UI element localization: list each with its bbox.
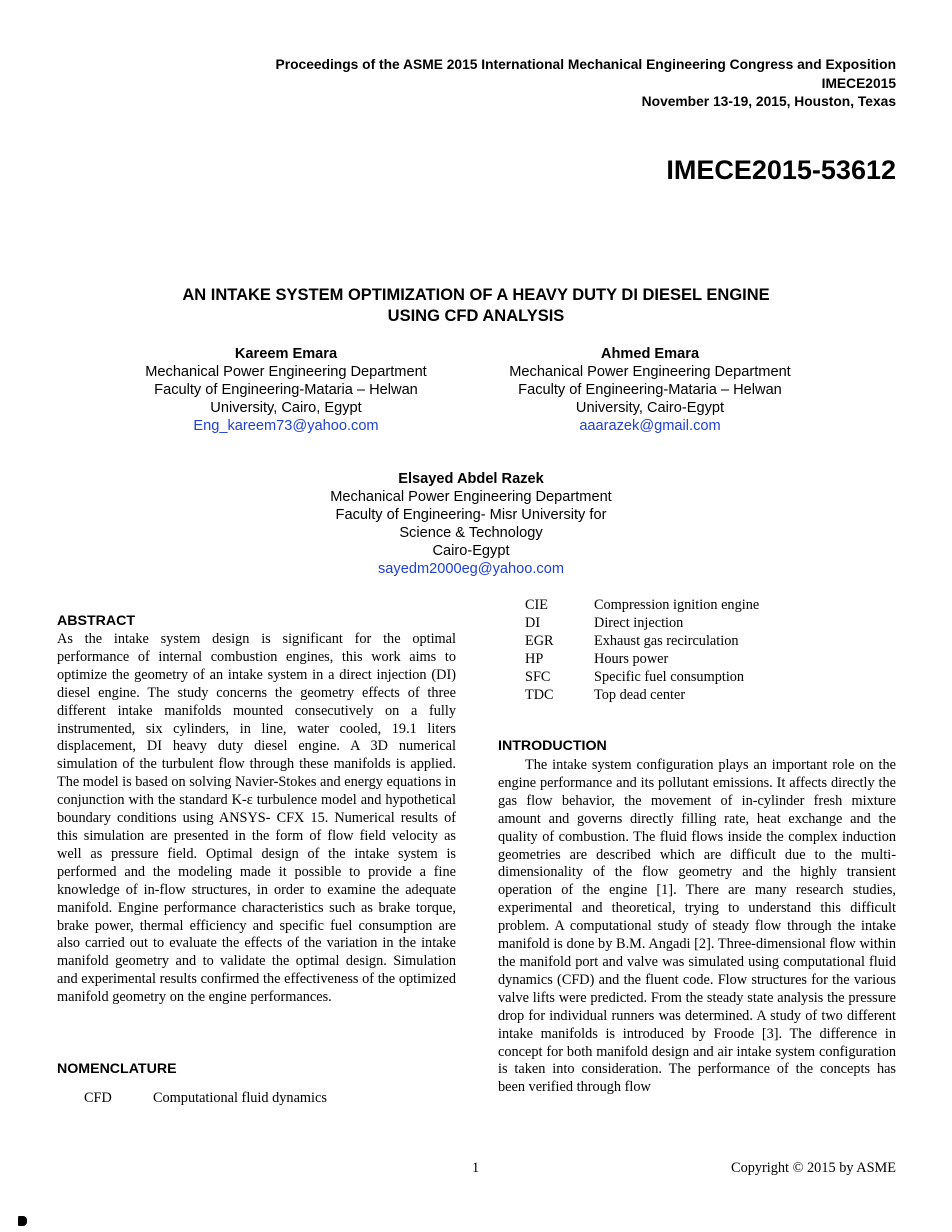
corner-marker-icon (18, 1216, 27, 1226)
author-name: Kareem Emara (234, 346, 338, 362)
abstract-text: As the intake system design is significant for the optimal performance of internal combustion engines, this work aims to optimize the geometry of an intake system in a direct injection (DI) diesel engine. The study concerns the geometry effects of three different intake manifolds mounted consecutively on a fully instrumented, six cylinders, in line, water cooled, 19.1 liters displacement, DI heavy duty diesel engine. A 3D numerical simulation of the turbulent flow through these manifolds is applied. The model is based on solving Navier-Stokes and energy equations in conjunction with the standard K-ε turbulence model and hypothetical boundary conditions using ANSYS- CFX 15. Numerical results of this simulation are presented in the form of flow field velocity as well as pressure field. Optimal design of the intake system is performed and the modeling made it possible to provide a fine knowledge of in-flow structures, in order to examine the adequate manifold. Engine performance characteristics such as brake torque, brake power, thermal efficiency and specific fuel consumption are also carried out to evaluate the effects of the variation in the intake manifold geometry and to validate the optimal design. Simulation and experimental results confirmed the effectiveness of the optimized manifold geometry on the engine performances. (57, 631, 456, 1006)
author-email-link[interactable]: aaarazek@gmail.com (579, 418, 721, 434)
header-line-1: Proceedings of the ASME 2015 International Mechanical Engineering Congress and Exposition (275, 57, 896, 72)
nomenclature-definition: Exhaust gas recirculation (594, 633, 739, 649)
nomenclature-abbr: SFC (525, 669, 551, 685)
nomenclature-abbr: CFD (84, 1090, 112, 1106)
nomenclature-abbr: DI (525, 615, 541, 631)
author-block-2 (472, 345, 828, 435)
page-number: 1 (472, 1160, 480, 1176)
author-email-link[interactable]: Eng_kareem73@yahoo.com (193, 418, 379, 434)
abstract-heading: ABSTRACT (57, 613, 136, 629)
author-email-link[interactable]: sayedm2000eg@yahoo.com (378, 561, 564, 577)
nomenclature-definition: Direct injection (594, 615, 684, 631)
nomenclature-abbr: HP (525, 651, 544, 667)
title-line-2: USING CFD ANALYSIS (387, 307, 565, 325)
author-block-3 (276, 470, 666, 578)
introduction-heading: INTRODUCTION (498, 738, 607, 754)
title-line-1: AN INTAKE SYSTEM OPTIMIZATION OF A HEAVY DUTY DI DIESEL ENGINE (182, 286, 770, 304)
introduction-text: The intake system configuration plays an important role on the engine performance and its pollutant emissions. It affects directly the gas flow behavior, the movement of in-cylinder fresh mixture amount and governs directly filling rate, heat exchange and the quality of combustion. The fluid flows inside the complex induction geometries are described which are difficult due to the multi-dimensionality of the flow geometry and the highly transient operation of the engine [1]. There are many research studies, experimental and theoretical, trying to understand this difficult problem. A computational study of steady flow through the intake manifold is done by B.M. Angadi [2]. Three-dimensional flow within the manifold port and valve was simulated using computational fluid dynamics (CFD) and the fluent code. Flow structures for the various valve lifts were predicted. From the steady state analysis the pressure drop for individual runners was determined. A study of two different intake manifolds is introduced by Froode [3]. The difference in concept for both manifold design and air intake system configuration is taken into consideration. The performance of the concepts has been verified through flow (498, 757, 896, 1096)
author-affiliation: Science & Technology (399, 525, 543, 541)
author-affiliation: Cairo-Egypt (432, 543, 510, 559)
nomenclature-abbr: EGR (525, 633, 554, 649)
nomenclature-definition: Top dead center (594, 687, 686, 703)
author-name: Ahmed Emara (600, 346, 700, 362)
header-line-2: IMECE2015 (821, 75, 896, 91)
conference-header (136, 56, 896, 112)
paper-title (0, 285, 952, 327)
nomenclature-definition: Hours power (594, 651, 669, 667)
nomenclature-definition: Computational fluid dynamics (153, 1090, 327, 1106)
author-affiliation: Faculty of Engineering-Mataria – Helwan (154, 382, 418, 398)
author-block-1 (108, 345, 464, 435)
header-line-3: November 13-19, 2015, Houston, Texas (641, 94, 896, 109)
author-department: Mechanical Power Engineering Department (509, 364, 791, 380)
nomenclature-heading: NOMENCLATURE (57, 1061, 177, 1077)
nomenclature-definition: Compression ignition engine (594, 597, 760, 613)
author-affiliation: University, Cairo, Egypt (210, 400, 362, 416)
paper-id: IMECE2015-53612 (666, 155, 896, 185)
nomenclature-abbr: TDC (525, 687, 554, 703)
author-affiliation: Faculty of Engineering-Mataria – Helwan (518, 382, 782, 398)
author-affiliation: University, Cairo-Egypt (575, 400, 725, 416)
author-affiliation: Faculty of Engineering- Misr University for (335, 507, 607, 523)
author-department: Mechanical Power Engineering Department (145, 364, 427, 380)
author-department: Mechanical Power Engineering Department (330, 489, 612, 505)
author-name: Elsayed Abdel Razek (398, 471, 544, 487)
copyright-notice: Copyright © 2015 by ASME (731, 1160, 896, 1176)
nomenclature-abbr: CIE (525, 597, 549, 613)
nomenclature-definition: Specific fuel consumption (594, 669, 745, 685)
